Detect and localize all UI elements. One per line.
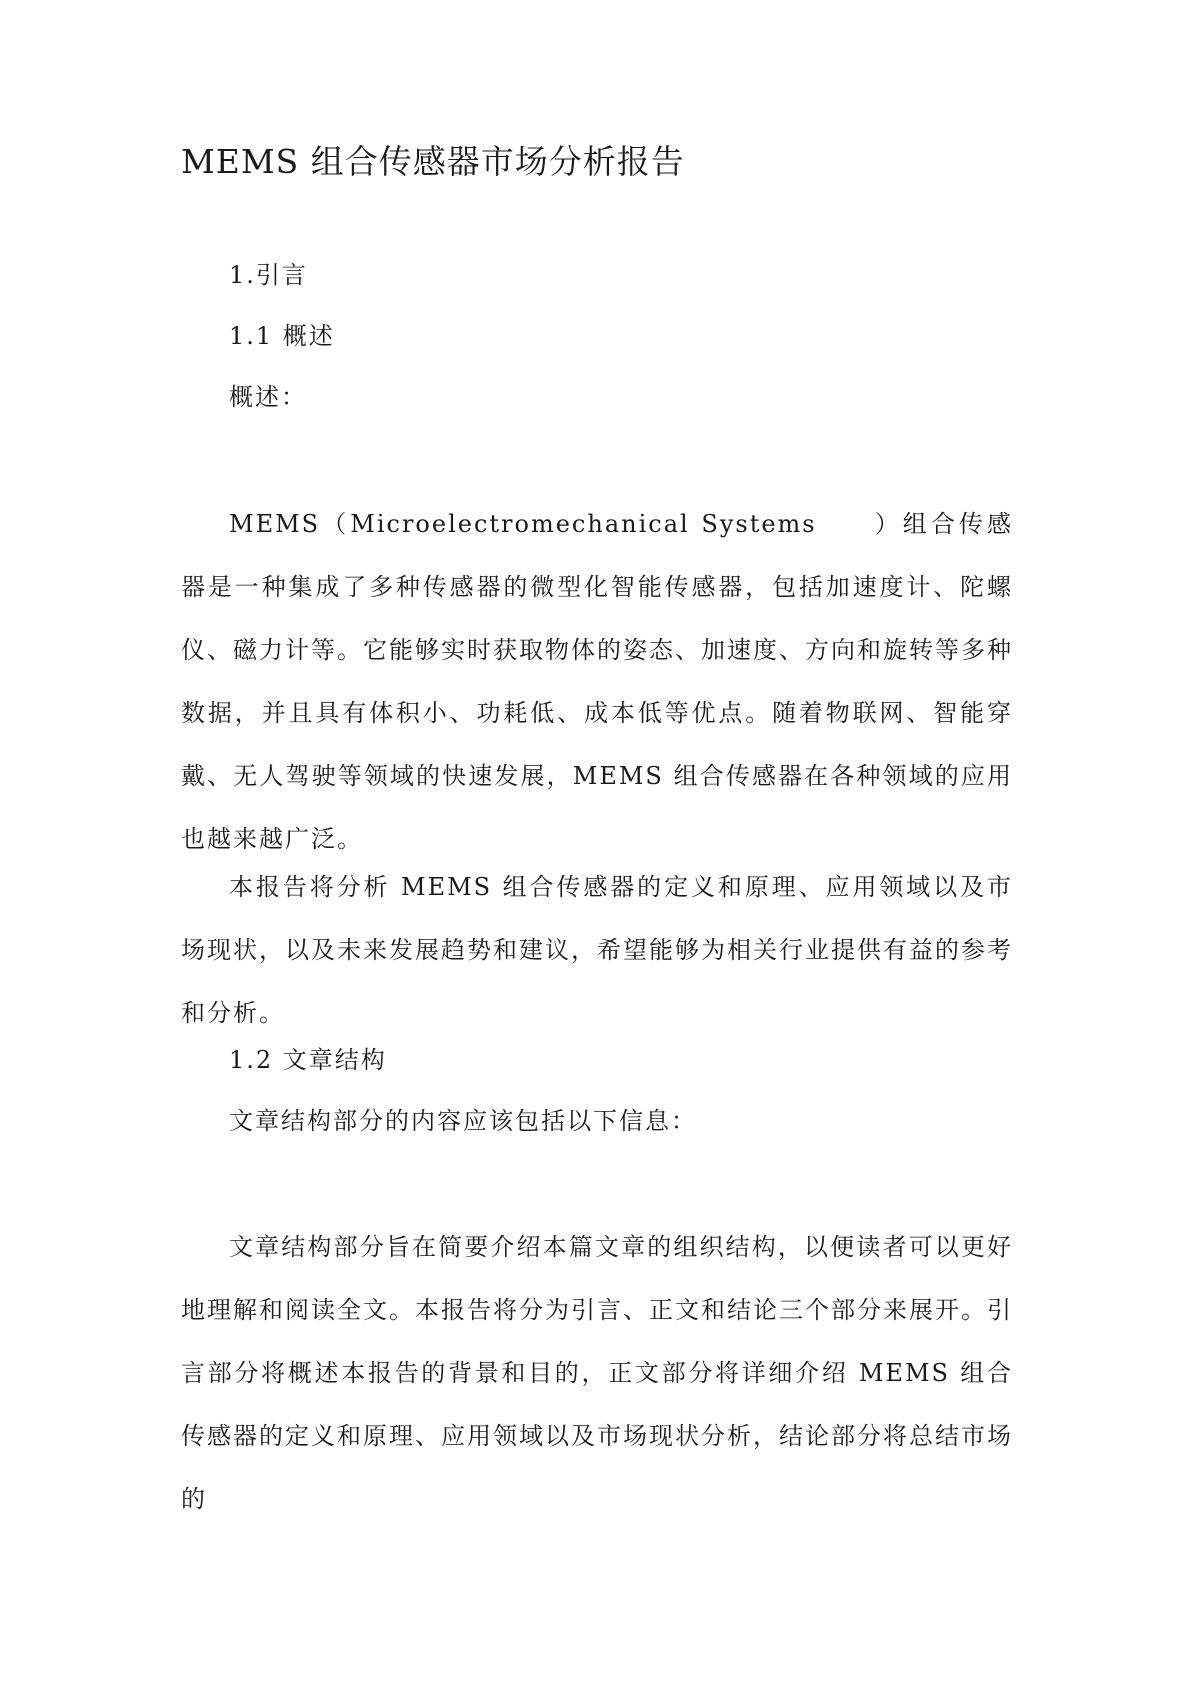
document-title: MEMS 组合传感器市场分析报告 [181, 142, 685, 181]
overview-label: 概述： [229, 383, 307, 411]
section-heading-introduction: 1.引言 [229, 261, 308, 289]
structure-label: 文章结构部分的内容应该包括以下信息： [229, 1107, 697, 1135]
overview-paragraph-1 [181, 493, 1013, 871]
overview-paragraph-1-body: ）组合传感器是一种集成了多种传感器的微型化智能传感器，包括加速度计、陀螺仪、磁力计等。它能够实时获取物体的姿态、加速度、方向和旋转等多种数据，并且具有体积小、功耗低、成本低等优点。随着物联网、智能穿戴、无人驾驶等领域的快速发展，MEMS 组合传感器在各种领域的应用也越来越广泛。 [181, 510, 1014, 853]
overview-paragraph-1-lead: MEMS（Microelectromechanical Systems [229, 510, 817, 538]
section-heading-structure: 1.2 文章结构 [229, 1046, 387, 1074]
section-heading-overview: 1.1 概述 [229, 322, 335, 350]
overview-paragraph-2: 本报告将分析 MEMS 组合传感器的定义和原理、应用领域以及市场现状，以及未来发展趋势和建议，希望能够为相关行业提供有益的参考和分析。 [181, 873, 1013, 1027]
structure-paragraph-1: 文章结构部分旨在简要介绍本篇文章的组织结构，以便读者可以更好地理解和阅读全文。本报告将分为引言、正文和结论三个部分来展开。引言部分将概述本报告的背景和目的，正文部分将详细介绍 MEMS 组合传感器的定义和原理、应用领域以及市场现状分析，结论部分将总结市场的 [181, 1233, 1013, 1513]
